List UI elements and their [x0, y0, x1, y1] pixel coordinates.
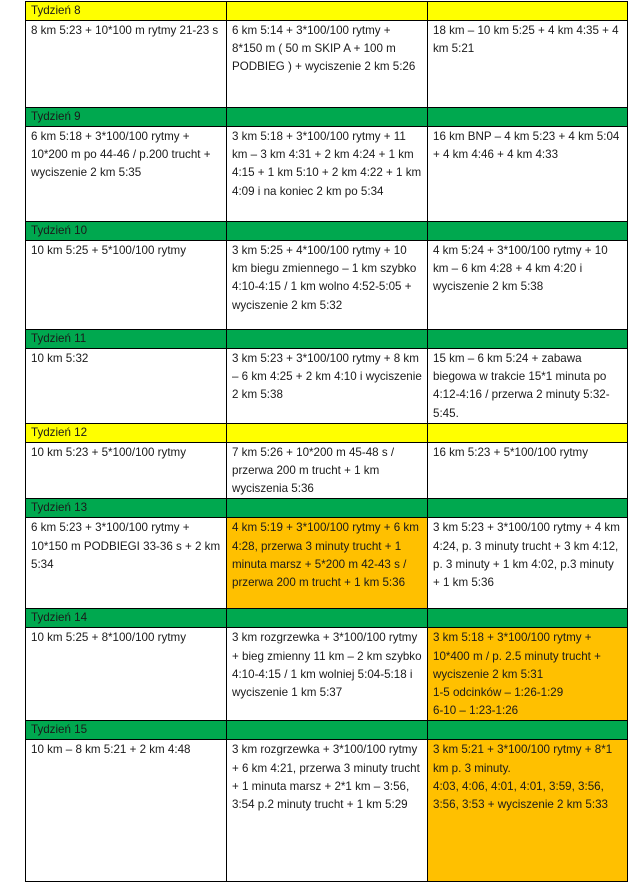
week-header-cell [428, 423, 628, 442]
workout-cell: 4 km 5:24 + 3*100/100 rytmy + 10 km – 6 km 4:28 + 4 km 4:20 i wyciszenie 2 km 5:38 [428, 241, 628, 330]
workout-cell: 10 km 5:32 [26, 349, 227, 424]
week-workouts-row [26, 442, 628, 499]
week-header-row [26, 330, 628, 349]
workout-cell: 10 km 5:25 + 8*100/100 rytmy [26, 628, 227, 721]
workout-cell: 15 km – 6 km 5:24 + zabawa biegowa w trakcie 15*1 minuta po 4:12-4:16 / przerwa 2 minuty 5:32-5:45. [428, 349, 628, 424]
week-label: Tydzień 9 [26, 108, 227, 127]
week-header-cell [227, 721, 428, 740]
workout-cell: 3 km rozgrzewka + 3*100/100 rytmy + bieg zmienny 11 km – 2 km szybko 4:10-4:15 / 1 km wolniej 5:04-5:18 i wyciszenie 1 km 5:37 [227, 628, 428, 721]
week-header-row [26, 499, 628, 518]
week-workouts-row [26, 349, 628, 424]
week-header-row [26, 108, 628, 127]
week-header-cell [428, 2, 628, 21]
workout-cell: 3 km 5:18 + 3*100/100 rytmy + 10*400 m / p. 2.5 minuty trucht + wyciszenie 2 km 5:31 1-5 odcinków – 1:26-1:29 6-10 – 1:23-1:26 [428, 628, 628, 721]
workout-cell: 7 km 5:26 + 10*200 m 45-48 s / przerwa 200 m trucht + 1 km wyciszenia 5:36 [227, 442, 428, 499]
workout-cell: 3 km 5:21 + 3*100/100 rytmy + 8*1 km p. 3 minuty. 4:03, 4:06, 4:01, 4:01, 3:59, 3:56, 3:56, 3:53 + wyciszenie 2 km 5:33 [428, 740, 628, 882]
week-label: Tydzień 10 [26, 222, 227, 241]
workout-cell: 3 km 5:25 + 4*100/100 rytmy + 10 km biegu zmiennego – 1 km szybko 4:10-4:15 / 1 km wolno 4:52-5:05 + wyciszenie 2 km 5:32 [227, 241, 428, 330]
workout-cell: 16 km BNP – 4 km 5:23 + 4 km 5:04 + 4 km 4:46 + 4 km 4:33 [428, 127, 628, 222]
week-workouts-row [26, 628, 628, 721]
week-label: Tydzień 11 [26, 330, 227, 349]
workout-cell: 6 km 5:18 + 3*100/100 rytmy + 10*200 m po 44-46 / p.200 trucht + wyciszenie 2 km 5:35 [26, 127, 227, 222]
workout-cell: 3 km 5:18 + 3*100/100 rytmy + 11 km – 3 km 4:31 + 2 km 4:24 + 1 km 4:15 + 1 km 5:10 + 2 km 4:22 + 1 km 4:09 i na koniec 2 km po 5:34 [227, 127, 428, 222]
workout-cell: 10 km 5:23 + 5*100/100 rytmy [26, 442, 227, 499]
workout-cell: 10 km – 8 km 5:21 + 2 km 4:48 [26, 740, 227, 882]
week-header-cell [227, 2, 428, 21]
training-plan-table [25, 1, 628, 882]
workout-cell: 8 km 5:23 + 10*100 m rytmy 21-23 s [26, 21, 227, 108]
week-label: Tydzień 12 [26, 423, 227, 442]
week-header-cell [227, 330, 428, 349]
week-header-cell [227, 108, 428, 127]
workout-cell: 6 km 5:23 + 3*100/100 rytmy + 10*150 m PODBIEGI 33-36 s + 2 km 5:34 [26, 518, 227, 609]
workout-cell: 16 km 5:23 + 5*100/100 rytmy [428, 442, 628, 499]
week-workouts-row [26, 241, 628, 330]
week-header-row [26, 423, 628, 442]
week-header-row [26, 222, 628, 241]
week-header-cell [428, 609, 628, 628]
week-header-row [26, 721, 628, 740]
week-header-cell [227, 423, 428, 442]
week-header-row [26, 2, 628, 21]
workout-cell: 3 km rozgrzewka + 3*100/100 rytmy + 6 km 4:21, przerwa 3 minuty trucht + 1 minuta marsz + 2*1 km – 3:56, 3:54 p.2 minuty trucht + 1 km 5:29 [227, 740, 428, 882]
week-header-cell [428, 721, 628, 740]
week-header-cell [428, 108, 628, 127]
workout-cell: 3 km 5:23 + 3*100/100 rytmy + 4 km 4:24, p. 3 minuty trucht + 3 km 4:12, p. 3 minuty + 1 km 4:02, p.3 minuty + 1 km 5:36 [428, 518, 628, 609]
week-header-row [26, 609, 628, 628]
week-label: Tydzień 14 [26, 609, 227, 628]
week-header-cell [227, 499, 428, 518]
workout-cell: 4 km 5:19 + 3*100/100 rytmy + 6 km 4:28, przerwa 3 minuty trucht + 1 minuta marsz + 5*200 m 42-43 s / przerwa 200 m trucht + 1 km 5:36 [227, 518, 428, 609]
week-header-cell [227, 609, 428, 628]
week-label: Tydzień 8 [26, 2, 227, 21]
workout-cell: 3 km 5:23 + 3*100/100 rytmy + 8 km – 6 km 4:25 + 2 km 4:10 i wyciszenie 2 km 5:38 [227, 349, 428, 424]
week-header-cell [227, 222, 428, 241]
workout-cell: 10 km 5:25 + 5*100/100 rytmy [26, 241, 227, 330]
week-workouts-row [26, 127, 628, 222]
week-workouts-row [26, 740, 628, 882]
week-label: Tydzień 15 [26, 721, 227, 740]
training-plan-body [26, 2, 628, 882]
week-workouts-row [26, 518, 628, 609]
week-header-cell [428, 330, 628, 349]
week-header-cell [428, 222, 628, 241]
workout-cell: 18 km – 10 km 5:25 + 4 km 4:35 + 4 km 5:21 [428, 21, 628, 108]
week-workouts-row [26, 21, 628, 108]
workout-cell: 6 km 5:14 + 3*100/100 rytmy + 8*150 m ( 50 m SKIP A + 100 m PODBIEG ) + wyciszenie 2 km 5:26 [227, 21, 428, 108]
week-label: Tydzień 13 [26, 499, 227, 518]
week-header-cell [428, 499, 628, 518]
